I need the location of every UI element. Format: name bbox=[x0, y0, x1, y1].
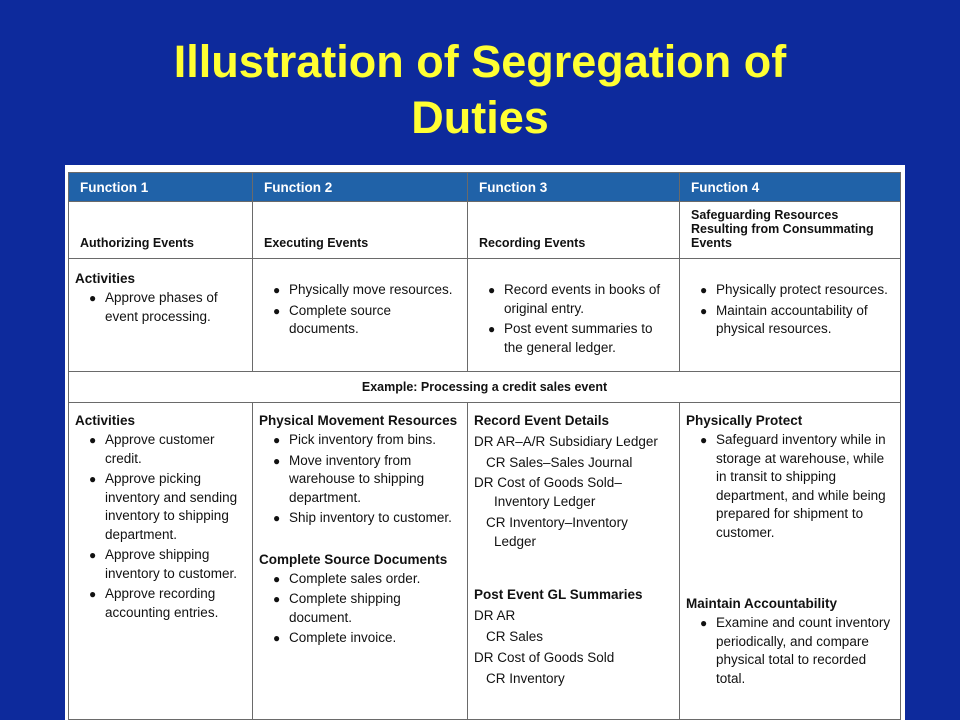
activities-label: Activities bbox=[75, 271, 136, 286]
list-item bbox=[75, 546, 246, 583]
example-caption: Example: Processing a credit sales event bbox=[69, 372, 901, 403]
subheader-cell-4 bbox=[680, 202, 901, 259]
journal-line: Ledger bbox=[494, 534, 537, 549]
subheader-safeguarding: Safeguarding Resources Resulting from Consummating Events bbox=[691, 208, 874, 250]
record-event-details-label: Record Event Details bbox=[474, 413, 610, 428]
journal-line: DR AR–A/R Subsidiary Ledger bbox=[474, 434, 658, 449]
header-function-3: Function 3 bbox=[468, 173, 680, 202]
activities-cell-4 bbox=[680, 259, 901, 372]
header-function-4: Function 4 bbox=[680, 173, 901, 202]
list-item bbox=[75, 431, 246, 468]
example-row bbox=[69, 372, 901, 403]
subheader-executing: Executing Events bbox=[264, 236, 369, 250]
bullet-icon: ● bbox=[89, 291, 97, 305]
bullet-icon: ● bbox=[488, 322, 496, 336]
spacer bbox=[686, 544, 894, 592]
bullet-list bbox=[259, 570, 461, 648]
list-item bbox=[259, 302, 461, 339]
post-gl-summaries-label: Post Event GL Summaries bbox=[474, 587, 643, 602]
list-item-text: Physically move resources. bbox=[289, 282, 453, 297]
bullet-list bbox=[686, 431, 894, 542]
slide-title-line-2: Duties bbox=[411, 92, 549, 143]
list-item bbox=[259, 509, 461, 528]
list-item bbox=[474, 320, 673, 357]
journal-line: DR Cost of Goods Sold– bbox=[474, 475, 622, 490]
journal-line: CR Inventory bbox=[486, 671, 565, 686]
segregation-table bbox=[68, 172, 901, 720]
list-item bbox=[75, 470, 246, 544]
list-item-text: Safeguard inventory while in storage at warehouse, while in transit to shipping department, and while being prepared for shipment to customer. bbox=[716, 432, 886, 540]
subheader-cell-2 bbox=[253, 202, 468, 259]
bullet-icon: ● bbox=[700, 303, 708, 318]
maintain-accountability-label: Maintain Accountability bbox=[686, 596, 838, 611]
list-item bbox=[259, 590, 461, 627]
bullet-icon: ● bbox=[488, 283, 496, 297]
list-item-text: Approve customer credit. bbox=[105, 432, 215, 466]
list-item-text: Complete source documents. bbox=[289, 302, 392, 336]
bullet-icon: ● bbox=[273, 453, 281, 468]
list-item bbox=[259, 629, 461, 648]
list-item-text: Record events in books of original entry. bbox=[504, 282, 661, 316]
detail-cell-recording bbox=[468, 403, 680, 720]
detail-cell-authorizing bbox=[69, 403, 253, 720]
activities-cell-2 bbox=[253, 259, 468, 372]
bullet-list bbox=[75, 289, 246, 326]
bullet-icon: ● bbox=[89, 548, 97, 562]
journal-line: CR Sales–Sales Journal bbox=[486, 455, 633, 470]
bullet-list bbox=[686, 281, 894, 339]
bullet-icon: ● bbox=[89, 433, 97, 447]
list-item bbox=[686, 614, 894, 688]
bullet-icon: ● bbox=[89, 472, 97, 486]
bullet-icon: ● bbox=[89, 587, 97, 601]
journal-line: CR Inventory–Inventory bbox=[486, 515, 628, 530]
journal-line: DR AR bbox=[474, 608, 516, 623]
list-item bbox=[259, 431, 461, 450]
list-item-text: Approve recording accounting entries. bbox=[105, 586, 219, 620]
bullet-list bbox=[259, 431, 461, 528]
bullet-icon: ● bbox=[273, 303, 281, 318]
bullet-icon: ● bbox=[700, 433, 708, 447]
list-item-text: Ship inventory to customer. bbox=[289, 510, 452, 525]
subheader-authorizing: Authorizing Events bbox=[80, 236, 194, 250]
example-detail-row bbox=[69, 403, 901, 720]
bullet-icon: ● bbox=[273, 592, 281, 606]
spacer bbox=[259, 530, 461, 548]
bullet-list bbox=[259, 281, 461, 339]
subheader-row bbox=[69, 202, 901, 259]
list-item-text: Approve shipping inventory to customer. bbox=[105, 547, 238, 581]
bullet-list bbox=[75, 431, 246, 622]
slide-title-line-1: Illustration of Segregation of bbox=[173, 36, 787, 87]
list-item-text: Maintain accountability of physical resources. bbox=[716, 302, 868, 336]
bullet-icon: ● bbox=[273, 571, 281, 586]
bullet-icon: ● bbox=[273, 283, 281, 297]
bullet-icon: ● bbox=[700, 616, 708, 630]
list-item bbox=[686, 281, 894, 300]
spacer bbox=[474, 551, 673, 583]
list-item bbox=[686, 302, 894, 339]
header-function-1: Function 1 bbox=[69, 173, 253, 202]
list-item-text: Move inventory from warehouse to shipping department. bbox=[289, 452, 425, 505]
list-item bbox=[686, 431, 894, 542]
journal-line: DR Cost of Goods Sold bbox=[474, 650, 615, 665]
list-item-text: Approve phases of event processing. bbox=[105, 290, 218, 324]
bullet-list bbox=[686, 614, 894, 688]
activities-cell-1 bbox=[69, 259, 253, 372]
activities-cell-3 bbox=[468, 259, 680, 372]
header-function-2: Function 2 bbox=[253, 173, 468, 202]
bullet-icon: ● bbox=[273, 433, 281, 447]
list-item bbox=[474, 281, 673, 318]
list-item bbox=[259, 452, 461, 508]
list-item bbox=[75, 289, 246, 326]
list-item-text: Complete invoice. bbox=[289, 630, 397, 645]
subheader-cell-3 bbox=[468, 202, 680, 259]
detail-cell-safeguarding bbox=[680, 403, 901, 720]
list-item-text: Physically protect resources. bbox=[716, 282, 888, 297]
list-item-text: Approve picking inventory and sending inventory to shipping department. bbox=[105, 471, 238, 542]
list-item-text: Complete shipping document. bbox=[289, 591, 401, 625]
list-item-text: Examine and count inventory periodically, and compare physical total to recorded total. bbox=[716, 615, 891, 686]
journal-line: Inventory Ledger bbox=[494, 494, 596, 509]
source-documents-label: Complete Source Documents bbox=[259, 551, 448, 567]
subheader-cell-1 bbox=[69, 202, 253, 259]
list-item-text: Pick inventory from bins. bbox=[289, 432, 437, 447]
header-row bbox=[69, 173, 901, 202]
list-item-text: Post event summaries to the general ledger. bbox=[504, 321, 653, 355]
subheader-recording: Recording Events bbox=[479, 236, 586, 250]
activities-label: Activities bbox=[75, 413, 136, 428]
physically-protect-label: Physically Protect bbox=[686, 413, 803, 428]
activities-row bbox=[69, 259, 901, 372]
detail-cell-executing bbox=[253, 403, 468, 720]
bullet-list bbox=[474, 281, 673, 357]
slide-title bbox=[0, 34, 960, 146]
list-item-text: Complete sales order. bbox=[289, 570, 421, 586]
table-panel bbox=[65, 165, 905, 720]
bullet-icon: ● bbox=[273, 511, 281, 525]
physical-movement-label: Physical Movement Resources bbox=[259, 413, 458, 428]
list-item bbox=[259, 281, 461, 300]
journal-line: CR Sales bbox=[486, 629, 544, 644]
list-item bbox=[75, 585, 246, 622]
bullet-icon: ● bbox=[273, 631, 281, 645]
list-item bbox=[259, 570, 461, 589]
bullet-icon: ● bbox=[700, 283, 708, 297]
